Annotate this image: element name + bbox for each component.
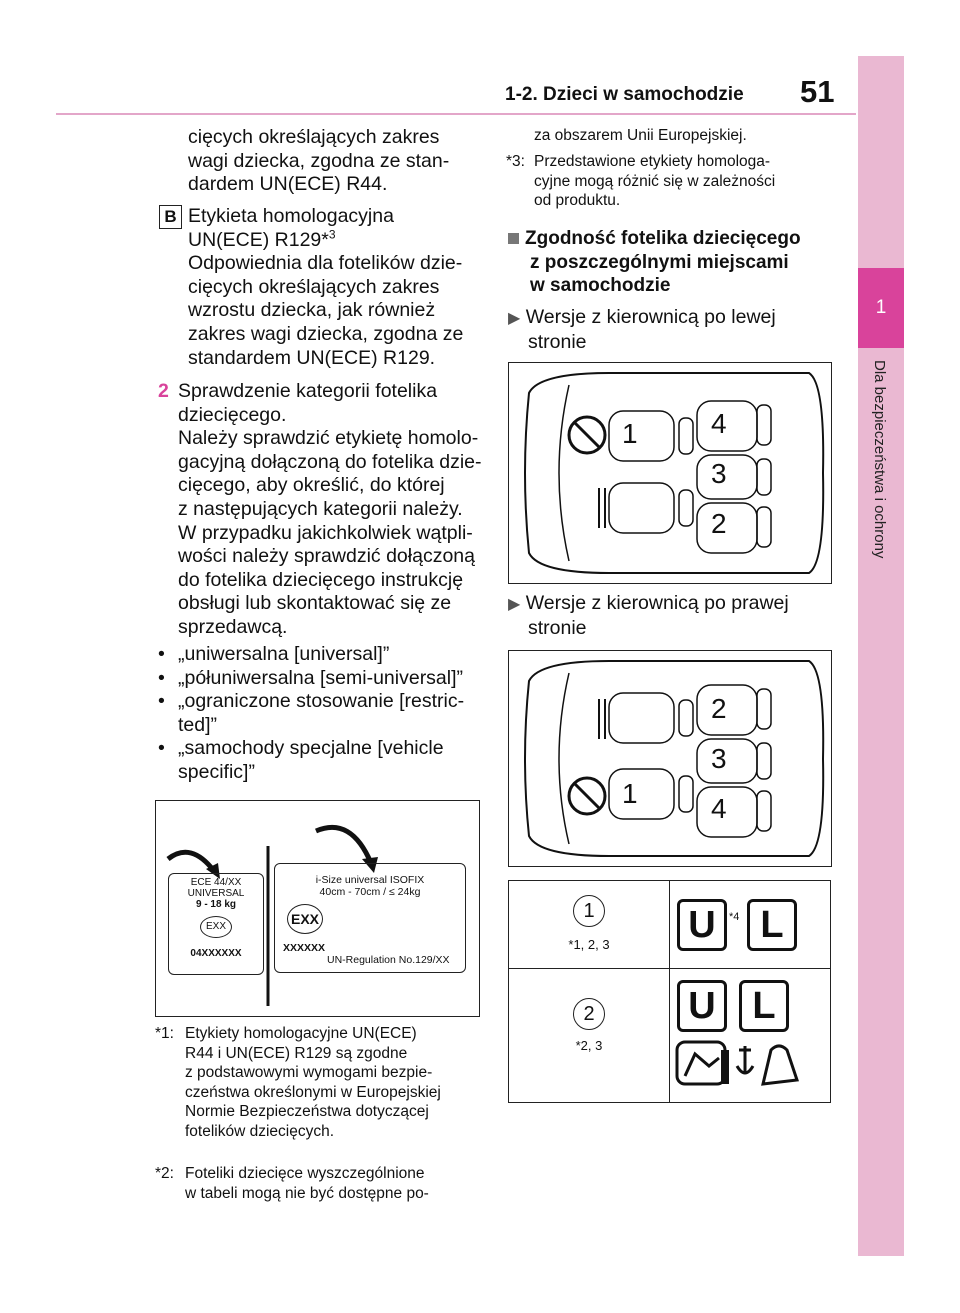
seat-position-2: 2 xyxy=(711,508,727,539)
no-child-seat-icon xyxy=(569,417,605,453)
seat-position-1: 1 xyxy=(622,418,638,449)
text-line: do fotelika dziecięcego instrukcję xyxy=(178,568,464,591)
chapter-title-text: Dla bezpieczeństwa i ochrony xyxy=(871,360,888,559)
side-tab xyxy=(858,56,904,1256)
text-line: Sprawdzenie kategorii fotelika xyxy=(178,380,438,402)
footnote-ref: *4 xyxy=(729,911,740,923)
section-heading: Zgodność fotelika dziecięcego z poszczególnymi miejscami w samochodzie xyxy=(508,227,848,298)
position-2-icon: 2 xyxy=(573,998,605,1030)
paragraph-continued xyxy=(188,126,488,197)
page-number: 51 xyxy=(800,74,835,109)
step-number: 2 xyxy=(158,380,169,402)
step-2-text xyxy=(178,380,488,640)
seat-position-4: 4 xyxy=(711,793,727,824)
text-line: sprzedawcą. xyxy=(178,615,288,638)
text-line: cięcych określających zakres xyxy=(188,275,440,298)
text-line: cięcego, aby określić, do której xyxy=(178,474,445,497)
text-line: W przypadku jakichkolwiek wątpli- xyxy=(178,521,473,544)
list-item-cont: ted]” xyxy=(178,713,218,736)
ece-r44-label: ECE 44/XX UNIVERSAL 9 - 18 kg EXX 04XXXXXX xyxy=(168,873,264,975)
seat-position-3: 3 xyxy=(711,743,727,774)
lhd-seat-diagram xyxy=(508,362,832,584)
list-item-cont: specific]” xyxy=(178,760,255,783)
list-item: • „samochody specjalne [vehicle xyxy=(158,737,444,760)
table-note: *2, 3 xyxy=(575,1038,603,1053)
footnote-2: *2: Foteliki dziecięce wyszczególnione w tabeli mogą nie być dostępne po- xyxy=(155,1165,429,1202)
footnote-2-cont: za obszarem Unii Europejskiej. xyxy=(534,127,747,144)
running-header: 1-2. Dzieci w samochodzie xyxy=(505,84,744,105)
text-line: wości należy sprawdzić dołączoną xyxy=(178,545,475,568)
compatibility-table xyxy=(508,880,831,1103)
position-1-icon: 1 xyxy=(573,895,605,927)
seat-position-4: 4 xyxy=(711,408,727,439)
table-cell-categories xyxy=(669,968,831,1103)
list-item: • „półuniwersalna [semi-universal]” xyxy=(158,666,464,689)
lhd-subheading: ▶ Wersje z kierownicą po lewej stronie xyxy=(508,306,776,353)
text-line: Odpowiednia dla fotelików dzie- xyxy=(188,252,463,275)
e-mark-icon: EXX xyxy=(200,916,232,938)
text-line: dziecięcego. xyxy=(178,403,287,426)
universal-u-icon: U xyxy=(677,980,727,1032)
r129-label: i-Size universal ISOFIX 40cm - 70cm / ≤ 24kg EXX XXXXXX UN-Regulation No.129/XX xyxy=(274,863,466,973)
steering-wheel-icon xyxy=(599,488,605,528)
triangle-bullet-icon: ▶ xyxy=(508,596,521,613)
text-line xyxy=(188,229,488,253)
text-line: Należy sprawdzić etykietę homolo- xyxy=(178,427,479,450)
no-child-seat-icon xyxy=(569,778,605,814)
triangle-bullet-icon: ▶ xyxy=(508,310,521,327)
car-top-view xyxy=(509,363,831,583)
seat-position-3: 3 xyxy=(711,458,727,489)
table-cell-categories xyxy=(669,881,831,969)
list-item: • „ograniczone stosowanie [restric- xyxy=(158,690,465,713)
footnote-3: *3: Przedstawione etykiety homologa- cyjne mogą różnić się w zależności od produktu. xyxy=(506,153,776,209)
chapter-title-vertical xyxy=(858,360,904,610)
text-line: wagi dziecka, zgodna ze stan- xyxy=(188,149,450,172)
label-b-description xyxy=(188,205,488,370)
e-mark-icon: EXX xyxy=(287,904,323,934)
text-line: obsługi lub skontaktować się ze xyxy=(178,592,452,615)
chapter-number: 1 xyxy=(858,268,904,348)
seat-position-2: 2 xyxy=(711,693,727,724)
rhd-seat-diagram xyxy=(508,650,832,867)
lateral-l-icon: L xyxy=(747,899,797,951)
text-line: zakres wagi dziecka, zgodna ze xyxy=(188,322,464,345)
approval-labels-figure xyxy=(155,800,480,1017)
table-cell-position xyxy=(509,881,670,969)
car-top-view xyxy=(509,651,831,866)
header-rule xyxy=(56,113,856,115)
footnote-ref: 3 xyxy=(328,227,336,242)
text-line: cięcych określających zakres xyxy=(188,126,440,148)
text-line: wzrostu dziecka, jak również xyxy=(188,299,436,322)
steering-wheel-icon xyxy=(599,699,605,739)
isofix-child-seat-icons xyxy=(675,1036,805,1088)
list-item: • „uniwersalna [universal]” xyxy=(158,643,390,665)
text-line: standardem UN(ECE) R129. xyxy=(188,346,436,369)
category-list xyxy=(158,643,488,785)
text-line: Etykieta homologacyjna xyxy=(188,205,394,227)
text-line: gacyjną dołączoną do fotelika dzie- xyxy=(178,450,482,473)
label-b-title: UN(ECE) R129* xyxy=(188,228,329,251)
footnote-1: *1: Etykiety homologacyjne UN(ECE) R44 i UN(ECE) R129 są zgodne z podstawowymi wymogami bezpie- czeństwa określonymi w Europejskiej Normie Bezpieczeństwa dotyczącej fotelików dziecięcych. xyxy=(155,1025,441,1140)
text-line: dardem UN(ECE) R44. xyxy=(188,173,388,196)
lateral-l-icon: L xyxy=(739,980,789,1032)
square-bullet-icon xyxy=(508,233,519,244)
table-note: *1, 2, 3 xyxy=(568,937,610,952)
seat-position-1: 1 xyxy=(622,778,638,809)
universal-u-icon: U xyxy=(677,899,727,951)
text-line: z następujących kategorii należy. xyxy=(178,497,463,520)
rhd-subheading: ▶ Wersje z kierownicą po prawej stronie xyxy=(508,592,789,639)
table-cell-position xyxy=(509,968,670,1103)
label-b-marker: B xyxy=(159,205,182,229)
